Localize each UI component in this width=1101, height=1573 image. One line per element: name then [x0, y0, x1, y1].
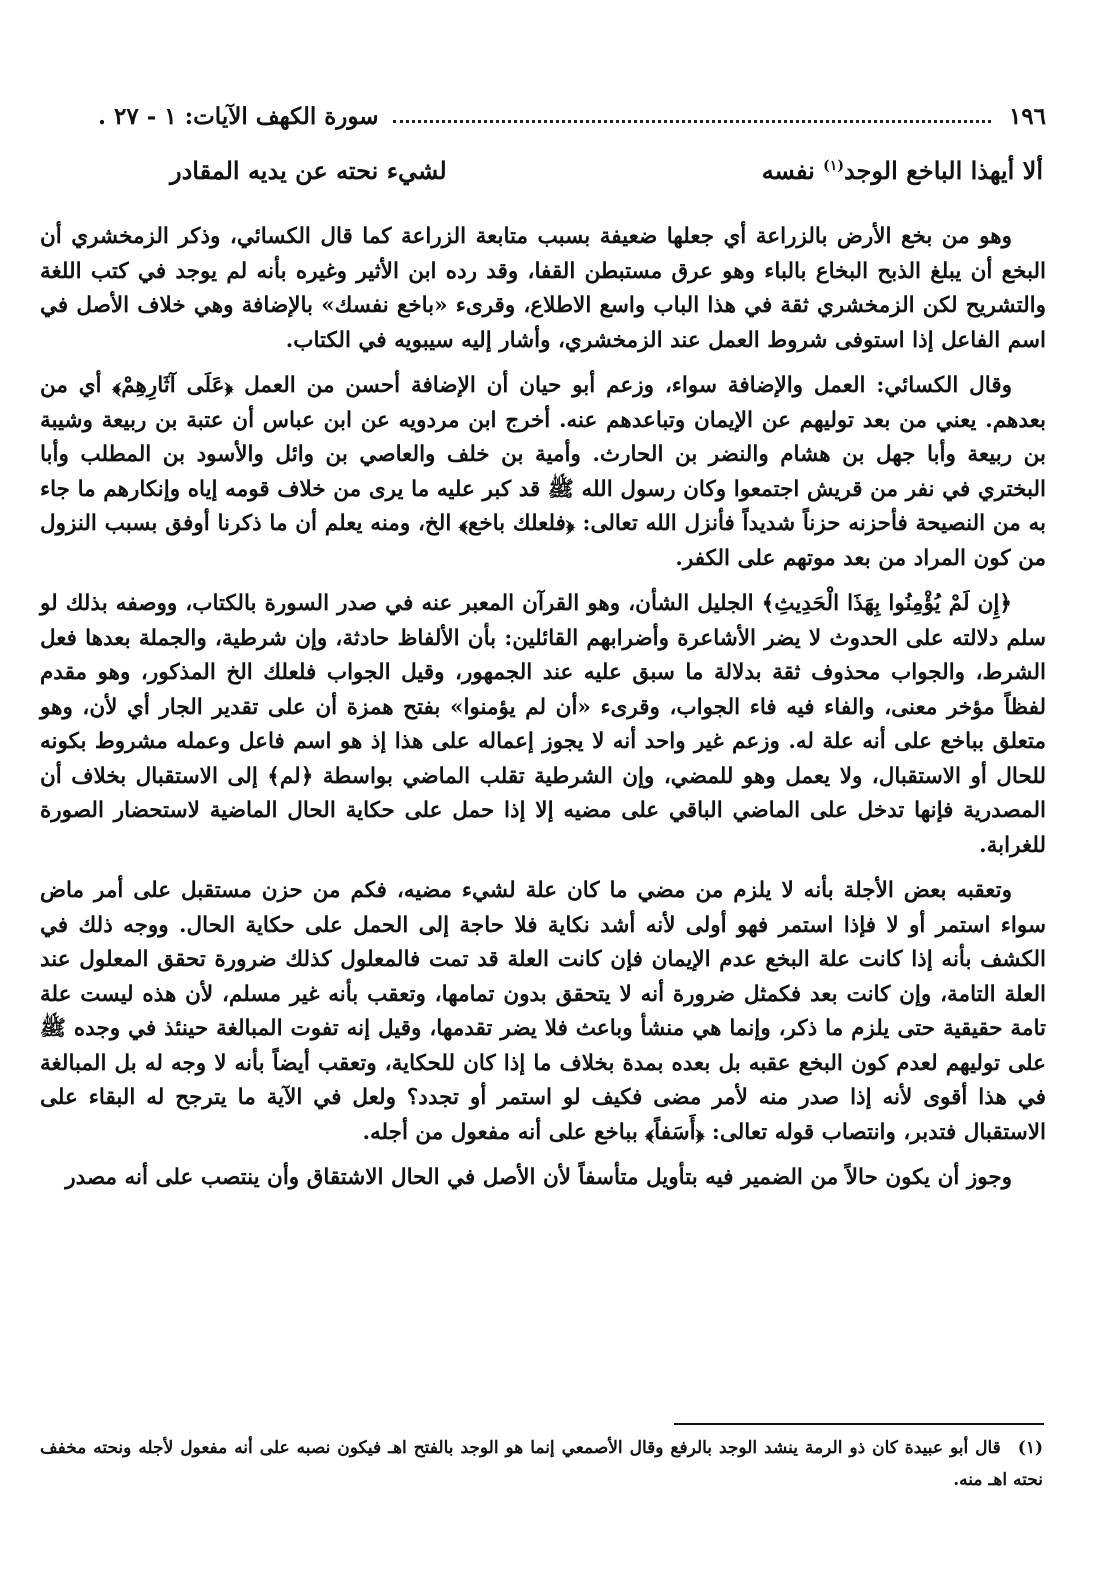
verse-first-hemistich: ألا أيهذا الباخع الوجد$^{(١)}$ نفسه — [761, 155, 1043, 185]
paragraph: وقال الكسائي: العمل والإضافة سواء، وزعم أبو حيان أن الإضافة أحسن من العمل ﴿عَلَى آثَارِهِمْ﴾ أي من بعدهم. يعني من بعد توليهم عن الإيمان وتباعدهم عنه. أخرج ابن مردويه عن ابن عباس أن عتبة بن ربيعة وشيبة بن ربيعة وأبا جهل بن هشام والنضر بن الحارث. وأمية بن خلف والعاصي بن وائل والأسود بن المطلب وأبا البختري في نفر من قريش اجتمعوا وكان رسول الله ﷺ قد كبر عليه ما يرى من خلاف قومه إياه وإنكارهم ما جاء به من النصيحة فأحزنه حزناً شديداً فأنزل الله تعالى: ﴿فلعلك باخع﴾ الخ، ومنه يعلم أن ما ذكرنا أوفق بسبب النزول من كون المراد من بعد موتهم على الكفر. — [40, 373, 1046, 571]
footnote-number: (١) — [1017, 1438, 1044, 1458]
verse-second-hemistich: لشيء نحته عن يديه المقادر — [170, 155, 447, 185]
main-text — [40, 220, 1046, 1207]
footnote — [40, 1432, 1043, 1496]
footnote-reference: (١) — [823, 157, 844, 174]
paragraph: وتعقبه بعض الأجلة بأنه لا يلزم من مضي ما كان علة لشيء مضيه، فكم من حزن مستقبل على أمر ماض سواء استمر أو لا فإذا استمر فهو أولى لأنه أشد نكاية فلا حاجة إلى الحمل على حكاية الحال. ووجه ذلك في الكشف بأنه إذا كانت علة البخع عدم الإيمان فإن كانت العلة قد تمت فالمعلول كذلك ضرورة تحقق المعلول عند العلة التامة، وإن كانت بعد فكمثل ضرورة أنه لا يتحقق بدون تمامها، وتعقب بأنه غير مسلم، لأن هذه ليست علة تامة حقيقية حتى يلزم ما ذكر، وإنما هي منشأ وباعث فلا يضر تقدمها، وقيل إنه تفوت المبالغة حينئذ في وجده ﷺ على توليهم لعدم كون البخع عقبه بل بعده بمدة بخلاف ما إذا كان للحكاية، وتعقب أيضاً بأنه لا وجه له بل المبالغة في هذا أقوى لأنه إذا صدر منه لأمر مضى فكيف لو استمر أو تجدد؟ ولعل في الآية ما يترجح له البقاء على الاستقبال فتدبر، وانتصاب قوله تعالى: ﴿أَسَفاً﴾ بباخع على أنه مفعول من أجله. — [40, 878, 1046, 1145]
poetry-verse — [170, 148, 1043, 192]
footnote-separator — [674, 1423, 1044, 1425]
header-dotted-leader — [393, 110, 991, 123]
footnote-text: قال أبو عبيدة كان ذو الرمة ينشد الوجد بالرفع وقال الأصمعي إنما هو الوجد بالفتح اهـ فيكون نصبه على أنه مفعول لأجله ونحته مخفف نحته اهـ منه. — [40, 1438, 1043, 1490]
page-number: ١٩٦ — [1008, 102, 1046, 130]
paragraph: وجوز أن يكون حالاً من الضمير فيه بتأويل متأسفاً لأن الأصل في الحال الاشتقاق وأن ينتصب على أنه مصدر — [65, 1165, 1012, 1190]
paragraph: ﴿إِن لَمْ يُؤْمِنُوا بِهَذَا الْحَدِيثِ﴾ الجليل الشأن، وهو القرآن المعبر عنه في صدر السورة بالكتاب، ووصفه بذلك لو سلم دلالته على الحدوث لا يضر الأشاعرة وأضرابهم القائلين: بأن الألفاظ حادثة، وإن شرطية، والجملة بعدها فعل الشرط، والجواب محذوف ثقة بدلالة ما سبق عليه عند الجمهور، وقيل الجواب فلعلك الخ المذكور، وهو مقدم لفظاً مؤخر معنى، والفاء فيه فاء الجواب، وقرىء «أن لم يؤمنوا» بفتح همزة أن على تقدير الجار أي لأن، وهو متعلق بباخع على أنه علة له. وزعم غير واحد أنه لا يجوز إعماله على هذا إذ هو اسم فاعل وعمله مشروط بكونه للحال أو الاستقبال، ولا يعمل وهو للمضي، وإن الشرطية تقلب الماضي بواسطة ﴿لم﴾ إلى الاستقبال بخلاف أن المصدرية فإنها تدخل على الماضي الباقي على مضيه إلا إذا حمل على حكاية الحال الماضية لاستحضار الصورة للغرابة. — [40, 591, 1046, 858]
surah-title: سورة الكهف الآيات: ١ - ٢٧ . — [98, 102, 379, 130]
page-header — [98, 96, 1046, 136]
paragraph: وهو من بخع الأرض بالزراعة أي جعلها ضعيفة بسبب متابعة الزراعة كما قال الكسائي، وذكر الزمخشري أن البخع أن يبلغ الذبح البخاع بالباء وهو عرق مستبطن القفا، وقد رده ابن الأثير وغيره بأنه لم يوجد في كتب اللغة والتشريح لكن الزمخشري ثقة في هذا الباب واسع الاطلاع، وقرىء «باخع نفسك» بالإضافة وهي خلاف الأصل في اسم الفاعل إذا استوفى شروط العمل عند الزمخشري، وأشار إليه سيبويه في الكتاب. — [40, 224, 1046, 353]
